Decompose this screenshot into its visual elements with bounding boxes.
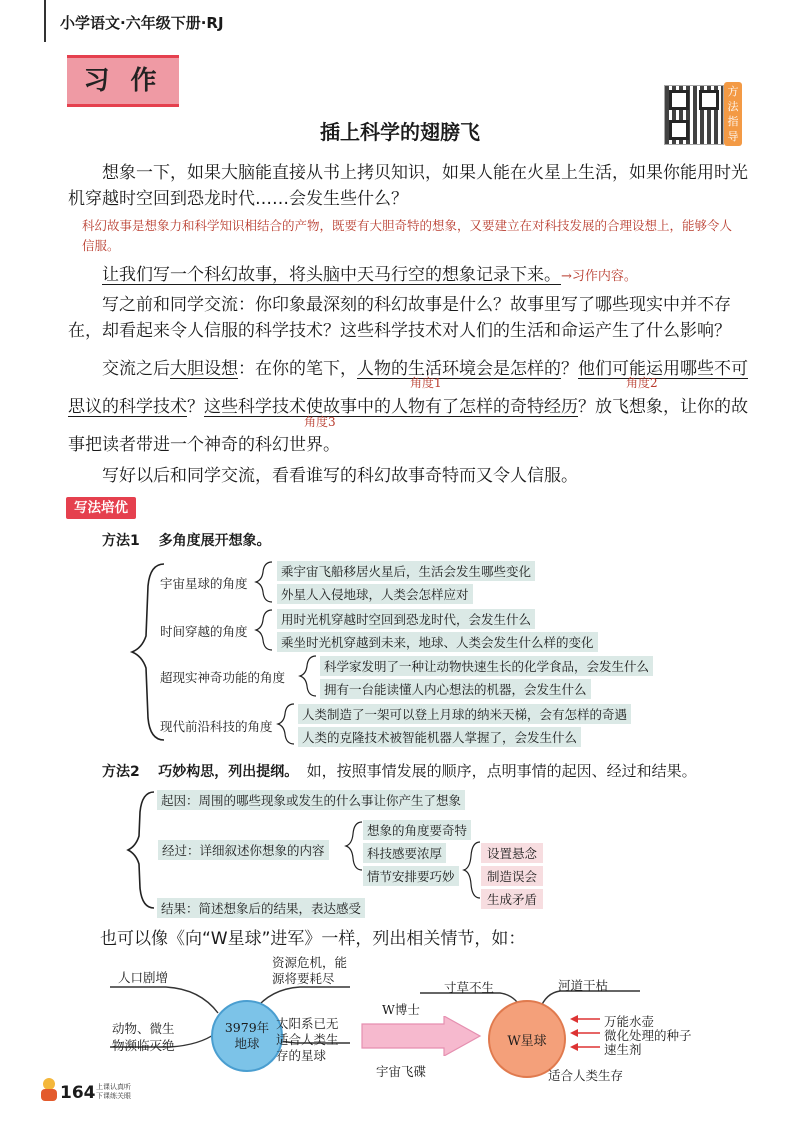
method1-label: 方法1 xyxy=(102,533,140,549)
node-tool: 速生剂 xyxy=(604,1042,642,1057)
mascot-icon xyxy=(40,1078,58,1102)
angle3-text: 这些科学技术使故事中的人物有了怎样的奇特经历 xyxy=(204,397,578,417)
plot-item: 制造误会 xyxy=(481,866,543,886)
node-extinction: 动物、微生 物濒临灭绝 xyxy=(112,1021,175,1053)
page-title: 插上科学的翅膀飞 xyxy=(320,120,480,144)
process-item: 情节安排要巧妙 xyxy=(363,866,459,886)
paragraph-share: 写好以后和同学交流，看看谁写的科幻故事奇特而又令人信服。 xyxy=(102,466,578,486)
angle3-label: 角度3 xyxy=(304,415,336,429)
angle-item: 用时光机穿越时空回到恐龙时代，会发生什么 xyxy=(277,609,535,629)
angle-group-universe: 宇宙星球的角度 xyxy=(160,576,248,591)
earth-circle xyxy=(211,1000,283,1072)
angle-group-tech: 现代前沿科技的角度 xyxy=(160,719,273,734)
process-item: 想象的角度要奇特 xyxy=(363,820,471,840)
outline-process: 经过：详细叙述你想象的内容 xyxy=(158,840,329,860)
outline-cause: 起因：周围的哪些现象或发生的什么事让你产生了想象 xyxy=(157,790,465,810)
earth-label: 3979年 地球 xyxy=(224,1020,270,1051)
angle1-label: 角度1 xyxy=(410,376,442,390)
w-planet-label: W星球 xyxy=(507,1033,547,1049)
task-text: 让我们写一个科幻故事，将头脑中天马行空的想象记录下来。 xyxy=(102,265,561,285)
angle-item: 人类制造了一架可以登上月球的纳米天梯，会有怎样的奇遇 xyxy=(298,704,631,724)
angle-item: 拥有一台能读懂人内心想法的机器，会发生什么 xyxy=(320,679,591,699)
method-guide-tag[interactable]: 方法指导 xyxy=(724,82,742,146)
angle-item: 外星人入侵地球，人类会怎样应对 xyxy=(277,584,473,604)
arrow-top-label: W博士 xyxy=(382,1002,420,1017)
tips-badge: 写法培优 xyxy=(66,497,136,519)
method2-desc: 如，按照事情发展的顺序，点明事情的起因、经过和结果。 xyxy=(306,762,697,780)
angle-item: 科学家发明了一种让动物快速生长的化学食品，会发生什么 xyxy=(320,656,653,676)
book-title: 小学语文·六年级下册·RJ xyxy=(60,14,224,32)
process-item: 科技感要浓厚 xyxy=(363,843,446,863)
method2-label: 方法2 xyxy=(102,764,140,780)
angle-item: 人类的克隆技术被智能机器人掌握了，会发生什么 xyxy=(298,727,581,747)
method1-heading xyxy=(102,530,271,550)
footer-slogan: 上课认真听 下课练关眼 xyxy=(96,1083,131,1100)
node-habitable: 适合人类生存 xyxy=(548,1068,624,1083)
example-intro: 也可以像《向“W星球”进军》一样，列出相关情节，如： xyxy=(100,929,526,949)
paragraph-task xyxy=(68,262,748,290)
method2-title: 巧妙构思，列出提纲。 xyxy=(158,764,299,780)
outline-result: 结果：简述想象后的结果，表达感受 xyxy=(157,898,365,918)
header-rule xyxy=(44,0,46,42)
node-dry-river: 河道干枯 xyxy=(558,978,609,993)
angle-group-time: 时间穿越的角度 xyxy=(160,624,248,639)
angle-group-surreal: 超现实神奇功能的角度 xyxy=(160,670,286,685)
angle-item: 乘宇宙飞船移居火星后，生活会发生哪些变化 xyxy=(277,561,535,581)
plot-item: 设置悬念 xyxy=(481,843,543,863)
paragraph-discuss: 写之前和同学交流：你印象最深刻的科幻故事是什么？故事里写了哪些现实中并不存在，却看起来令人信服的科学技术？这些科学技术对人们的生活和命运产生了什么影响？ xyxy=(68,295,731,341)
node-tool: 万能水壶 xyxy=(604,1014,655,1029)
node-barren: 寸草不生 xyxy=(444,980,495,995)
arrow-bottom-label: 宇宙飞碟 xyxy=(376,1064,427,1079)
section-badge-label: 习 作 xyxy=(83,66,163,96)
angle-item: 乘坐时光机穿越到未来，地球、人类会发生什么样的变化 xyxy=(277,632,598,652)
pink-arrow xyxy=(360,1016,482,1056)
margin-note-scifi: 科幻故事是想象力和科学知识相结合的产物，既要有大胆奇特的想象，又要建立在对科技发展的合理设想上，能够令人信服。 xyxy=(82,218,733,253)
paragraph-intro: 想象一下，如果大脑能直接从书上拷贝知识，如果人能在火星上生活，如果你能用时光机穿越时空回到恐龙时代……会发生些什么？ xyxy=(68,163,748,209)
task-note: →习作内容。 xyxy=(561,269,637,284)
page-number: 164 xyxy=(60,1083,96,1103)
angle2-text: 他们可能运用哪些不可思议的 xyxy=(68,359,748,417)
node-no-planet: 太阳系已无 适合人类生 存的星球 xyxy=(276,1016,339,1063)
angle2-label: 角度2 xyxy=(626,376,658,390)
plot-item: 生成矛盾 xyxy=(481,889,543,909)
method2-heading xyxy=(102,760,762,781)
section-badge xyxy=(67,55,179,107)
node-tool: 微化处理的种子 xyxy=(604,1028,692,1043)
node-population: 人口剧增 xyxy=(118,970,169,985)
node-resource: 资源危机，能 源将要耗尽 xyxy=(272,955,348,986)
bold-imagine: 大胆设想 xyxy=(170,359,238,379)
angle1-text: 人物的生活环境会是怎样的 xyxy=(357,359,561,379)
paragraph-imagine: 交流之后大胆设想：在你的笔下，人物的生活环境会是怎样的？他们可能运用哪些不可思议的科学技术？这些科学技术使故事中的人物有了怎样的奇特经历？放飞想象，让你的故事把读者带进一个神奇的科幻世界。 xyxy=(68,359,748,455)
method1-title: 多角度展开想象。 xyxy=(158,533,271,549)
